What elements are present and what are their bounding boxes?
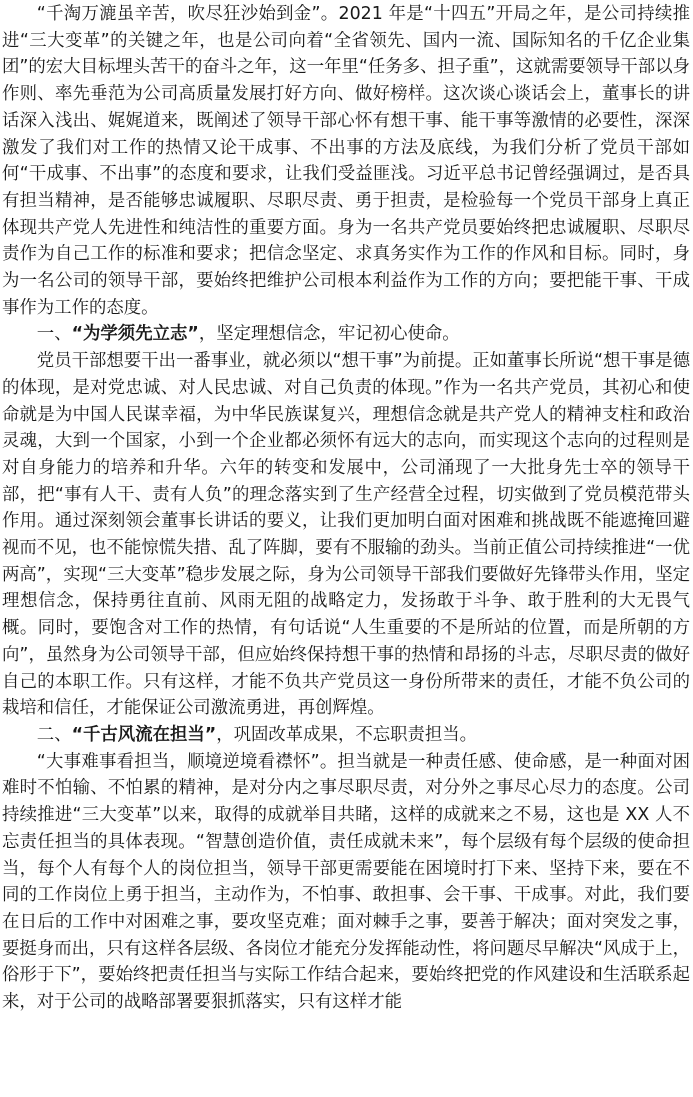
paragraph-section-2: “大事难事看担当，顺境逆境看襟怀”。担当就是一种责任感、使命感，是一种面对困难时不怕输、不怕累的精神，是对分内之事尽职尽责，对分外之事尽心尽力的态度。公司持续推进“三大变革”以来，取得的成就举目共睹，这样的成就来之不易，这也是 XX 人不忘责任担当的具体表现。“智慧创造价值，责任成就未来”，每个层级有每个层级的使命担当，每个人有每个人的岗位担当，领导干部更需要能在困境时打下来、坚持下来，要在不同的工作岗位上勇于担当，主动作为，不怕事、敢担事、会干事、干成事。对此，我们要在日后的工作中对困难之事，要攻坚克难；面对棘手之事，要善于解决；面对突发之事，要挺身而出，只有这样各层级、各岗位才能充分发挥能动性，将问题尽早解决“风成于上，俗形于下”，要始终把责任担当与实际工作结合起来，要始终把党的作风建设和生活联系起来，对于公司的战略部署要狠抓落实，只有这样才能 xyxy=(2,751,690,1013)
paragraph-section-1: 党员干部想要干出一番事业，就必须以“想干事”为前提。正如董事长所说“想干事是德的体现，是对党忠诚、对人民忠诚、对自己负责的体现。”作为一名共产党员，其初心和使命就是为中国人民谋幸福，为中华民族谋复兴，理想信念就是共产党人的精神支柱和政治灵魂，大到一个国家，小到一个企业都必须怀有远大的志向，而实现这个志向的过程则是对自身能力的培养和升华。六年的转变和发展中，公司涌现了一大批身先士卒的领导干部，把“事有人干、责有人负”的理念落实到了生产经营全过程，切实做到了党员模范带头作用。通过深刻领会董事长讲话的要义，让我们更加明白面对困难和挑战既不能遮掩回避视而不见，也不能惊慌失措、乱了阵脚，要有不服输的劲头。当前正值公司持续推进“一优两高”，实现“三大变革”稳步发展之际，身为公司领导干部我们要做好先锋带头作用，坚定理想信念，保持勇往直前、风雨无阻的战略定力，发扬敢于斗争、敢于胜利的大无畏气概。同时，要饱含对工作的热情，有句话说“人生重要的不是所站的位置，而是所朝的方向”，虽然身为公司领导干部，但应始终保持想干事的热情和昂扬的斗志，尽职尽责的做好自己的本职工作。只有这样，才能不负共产党员这一身份所带来的责任，才能不负公司的栽培和信任，才能保证公司激流勇进，再创辉煌。 xyxy=(2,351,690,719)
heading-rest: ，坚定理想信念，牢记初心使命。 xyxy=(198,324,460,345)
heading-quote: “为学须先立志” xyxy=(71,324,199,345)
heading-prefix: 二、 xyxy=(36,724,72,745)
paragraph-intro: “千淘万漉虽辛苦，吹尽狂沙始到金”。2021 年是“十四五”开局之年，是公司持续推进“三大变革”的关键之年，也是公司向着“全省领先、国内一流、国际知名的千亿企业集团”的宏大目标埋头苦干的奋斗之年，这一年里“任务多、担子重”，这就需要领导干部以身作则、率先垂范为公司高质量发展打好方向、做好榜样。这次谈心谈话会上，董事长的讲话深入浅出、娓娓道来，既阐述了领导干部心怀有想干事、能干事等激情的必要性，深深激发了我们对工作的热情又论干成事、不出事的方法及底线，为我们分析了党员干部如何“干成事、不出事”的态度和要求，让我们受益匪浅。习近平总书记曾经强调过，是否具有担当精神，是否能够忠诚履职、尽职尽责、勇于担责，是检验每一个党员干部身上真正体现共产党人先进性和纯洁性的重要方面。身为一名共产党员要始终把忠诚履职、尽职尽责作为自己工作的标准和要求；把信念坚定、求真务实作为工作的作风和目标。同时，身为一名公司的领导干部，要始终把维护公司根本利益作为工作的方向；要把能干事、干成事作为工作的态度。 xyxy=(2,4,690,318)
section-heading-1 xyxy=(2,321,690,348)
section-heading-2 xyxy=(2,722,690,749)
heading-rest: ，巩固改革成果，不忘职责担当。 xyxy=(216,724,478,745)
heading-prefix: 一、 xyxy=(36,324,72,345)
heading-quote: “千古风流在担当” xyxy=(71,724,217,745)
